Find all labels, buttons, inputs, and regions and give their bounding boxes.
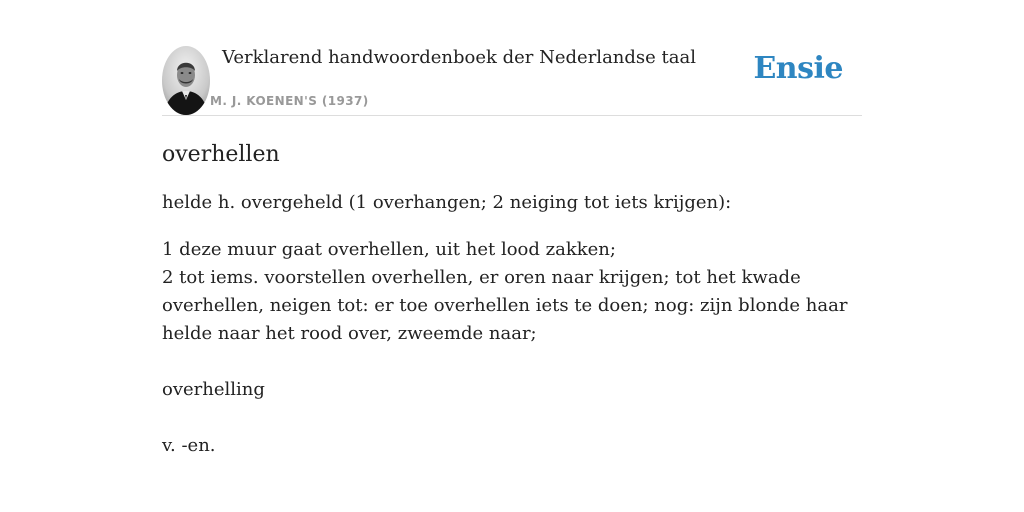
ensie-logo-link[interactable]: Ensie xyxy=(753,51,843,86)
header xyxy=(162,46,862,116)
sense-item: 1 deze muur gaat overhellen, uit het lood zakken; xyxy=(162,239,616,260)
book-title: Verklarend handwoordenboek der Nederlandse taal xyxy=(222,47,696,68)
sense-list xyxy=(162,236,862,348)
headword: overhellen xyxy=(162,142,280,167)
dictionary-entry xyxy=(162,140,862,460)
author-portrait-icon xyxy=(162,46,210,115)
book-author: M. J. KOENEN'S (1937) xyxy=(210,94,369,108)
subentry-definition: v. -en. xyxy=(162,435,216,456)
grammar-note: helde h. overgeheld (1 overhangen; 2 neiging tot iets krijgen): xyxy=(162,192,732,213)
sense-item: 2 tot iems. voorstellen overhellen, er oren naar krijgen; tot het kwade overhellen, neigen tot: er toe overhellen iets te doen; nog: zijn blonde haar helde naar het rood over, zweemde naar; xyxy=(162,267,848,344)
subentry-headword: overhelling xyxy=(162,379,265,400)
